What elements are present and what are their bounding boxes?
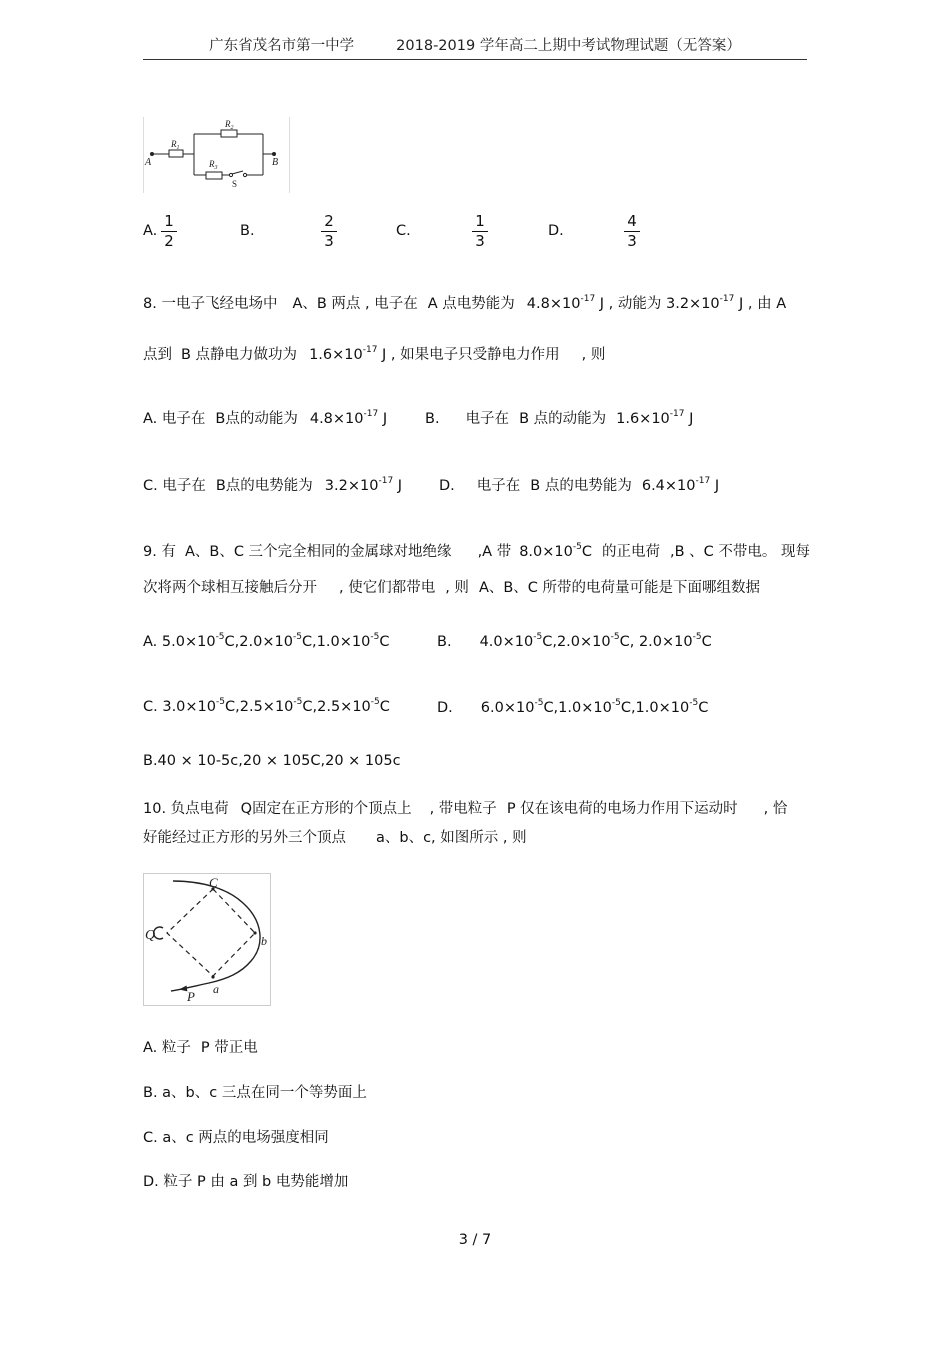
text: B 点的动能为 [519,411,607,427]
text: A 点电势能为 [427,296,515,312]
q8-option-d [439,474,719,495]
math: 8.0×10 [519,544,573,560]
text: 电子在 [476,478,521,494]
text: B. [425,411,440,427]
math: C [698,700,709,716]
exponent: -17 [719,294,735,304]
text: J , 动能为 [599,296,662,312]
math: 6.4×10 [641,478,696,494]
text: J , 由 A [738,296,787,312]
text: B 点的电势能为 [530,478,632,494]
q7-option-c-fraction [470,213,490,250]
label-r3-sub: 3 [214,165,218,171]
q9-line2 [143,576,760,597]
math: C,2.0×10 [542,634,611,650]
q7-option-d-letter: D. [548,223,564,239]
header-title: 2018-2019 学年高二上期中考试物理试题（无答案） [396,38,741,54]
q7-option-c-letter: C. [396,223,411,239]
text: B点的电势能为 [215,478,313,494]
text: J , 如果电子只受静电力作用 [382,347,560,363]
exponent: -5 [533,632,543,642]
exponent: -5 [292,632,302,642]
math: C,2.0×10 [224,634,293,650]
math: 1.6×10 [616,411,670,427]
exponent: -5 [215,632,225,642]
text: , 带电粒子 [429,801,497,817]
math: C [701,634,712,650]
math: 4.8×10 [526,296,581,312]
q7-option-b-letter: B. [240,223,255,239]
math: C,1.0×10 [620,700,690,716]
frac-num: 1 [475,212,485,230]
exponent: -17 [363,409,379,419]
q9-option-a [143,634,389,650]
label-s: S [232,179,238,189]
text: P 带正电 [200,1040,258,1056]
text: 的正电荷 [601,544,660,560]
text: A. 粒子 [143,1040,191,1056]
math: 5.0×10 [161,634,216,650]
exponent: -5 [216,697,225,707]
q10-option-d: D. 粒子 P 由 a 到 b 电势能增加 [143,1174,349,1190]
square-charge-figure [143,873,273,1007]
q10-option-b: B. a、b、c 三点在同一个等势面上 [143,1085,367,1101]
math: C [379,634,390,650]
label-p: P [187,989,195,1004]
circuit-figure [143,117,291,193]
text: ,A 带 [477,544,512,560]
exponent: -17 [695,476,711,486]
math: 3.2×10 [666,296,720,312]
text: J [714,478,720,494]
text: A、B、C 所带的电荷量可能是下面哪组数据 [478,580,761,596]
q8-option-a [143,407,387,428]
text: ,B 、C 不带电。 现每 [669,544,810,560]
text: B 点静电力做功为 [181,347,298,363]
frac-den: 3 [475,232,485,250]
text: P 仅在该电荷的电场力作用下运动时 [506,801,738,817]
exponent: -5 [610,632,620,642]
text: B. [437,634,452,650]
q7-option-a-letter: A. [143,223,158,239]
exponent: -5 [692,632,702,642]
frac-num: 1 [164,212,174,230]
math: C,2.5×10 [302,699,371,715]
q8-option-c [143,474,402,495]
q8-line1 [143,292,786,313]
exponent: -17 [362,345,378,355]
text: J [397,478,403,494]
label-a: a [213,982,219,996]
math: C,2.5×10 [225,699,294,715]
text: C. [143,699,158,715]
text: , 使它们都带电 [339,580,436,596]
q10-line1 [143,797,787,818]
exponent: -17 [580,294,596,304]
label-r2: R [225,119,231,129]
label-c: C [209,875,218,890]
svg-text:R2 [224,119,234,131]
q7-option-a-fraction [159,213,179,250]
frac-den: 3 [324,232,334,250]
math: 4.0×10 [479,634,534,650]
text: Q固定在正方形的个顶点上 [240,801,412,817]
exponent: -5 [370,697,380,707]
label-a: A [145,157,152,168]
exponent: -5 [534,698,544,708]
q9-extra-line: B.40 × 10-5c,20 × 105C,20 × 105c [143,753,401,769]
q9-option-c [143,699,390,715]
label-r1: R [171,139,177,149]
text: 9. 有 [143,544,176,560]
label-r2-sub: 2 [230,125,234,131]
q7-option-d-fraction [622,213,642,250]
q10-option-c: C. a、c 两点的电场强度相同 [143,1130,329,1146]
text: 10. 负点电荷 [143,801,229,817]
math: C,1.0×10 [301,634,371,650]
exponent: -5 [572,542,582,552]
text: 次将两个球相互接触后分开 [143,580,317,596]
page-header [0,34,950,55]
text: C. 电子在 [143,478,206,494]
label-b: b [261,934,267,948]
text: A、B、C 三个完全相同的金属球对地绝缘 [184,544,452,560]
text: 好能经过正方形的另外三个顶点 [143,830,346,846]
frac-den: 2 [164,232,174,250]
text: D. [437,700,453,716]
exponent: -17 [378,476,394,486]
text: J [382,411,388,427]
label-r3: R [209,159,215,169]
label-b: B [272,157,279,168]
exponent: -5 [293,697,303,707]
q8-line2 [143,343,605,364]
label-q: Q [145,928,156,943]
math: C [379,699,390,715]
text: 8. 一电子飞经电场中 [143,296,278,312]
text: B点的动能为 [215,411,298,427]
text: , 则 [445,580,469,596]
text: A、B 两点 , 电子在 [292,296,418,312]
math: 1.6×10 [309,347,363,363]
frac-num: 4 [627,212,637,230]
q10-line2 [143,826,527,847]
q7-option-b-fraction [319,213,339,250]
text: D. [439,478,455,494]
label-r1-sub: 1 [176,145,180,151]
page-number: 3 / 7 [458,1232,492,1248]
q8-option-b [425,407,693,428]
math: C, 2.0×10 [619,634,693,650]
text: A. [143,634,158,650]
math: 4.8×10 [309,411,364,427]
text: , 则 [581,347,606,363]
text: A. 电子在 [143,411,206,427]
text: C [581,544,592,560]
header-school: 广东省茂名市第一中学 [209,38,355,54]
text: 电子在 [465,411,510,427]
text: a、b、c, 如图所示 , 则 [376,830,527,846]
exponent: -5 [611,698,621,708]
svg-text:R1 [170,139,180,151]
math: C,1.0×10 [543,700,612,716]
q9-line1 [143,540,810,561]
math: 3.2×10 [324,478,379,494]
frac-den: 3 [627,232,637,250]
q10-option-a [143,1036,258,1057]
exponent: -17 [669,409,685,419]
frac-num: 2 [324,212,334,230]
text: 点到 [143,347,172,363]
text: , 恰 [763,801,788,817]
text: J [689,411,694,427]
math: 6.0×10 [480,700,535,716]
exponent: -5 [689,698,699,708]
exponent: -5 [370,632,380,642]
q9-option-b [437,634,712,650]
header-rule [143,59,807,60]
q9-option-d [437,700,708,716]
math: 3.0×10 [162,699,217,715]
svg-text:R3 [208,159,218,171]
